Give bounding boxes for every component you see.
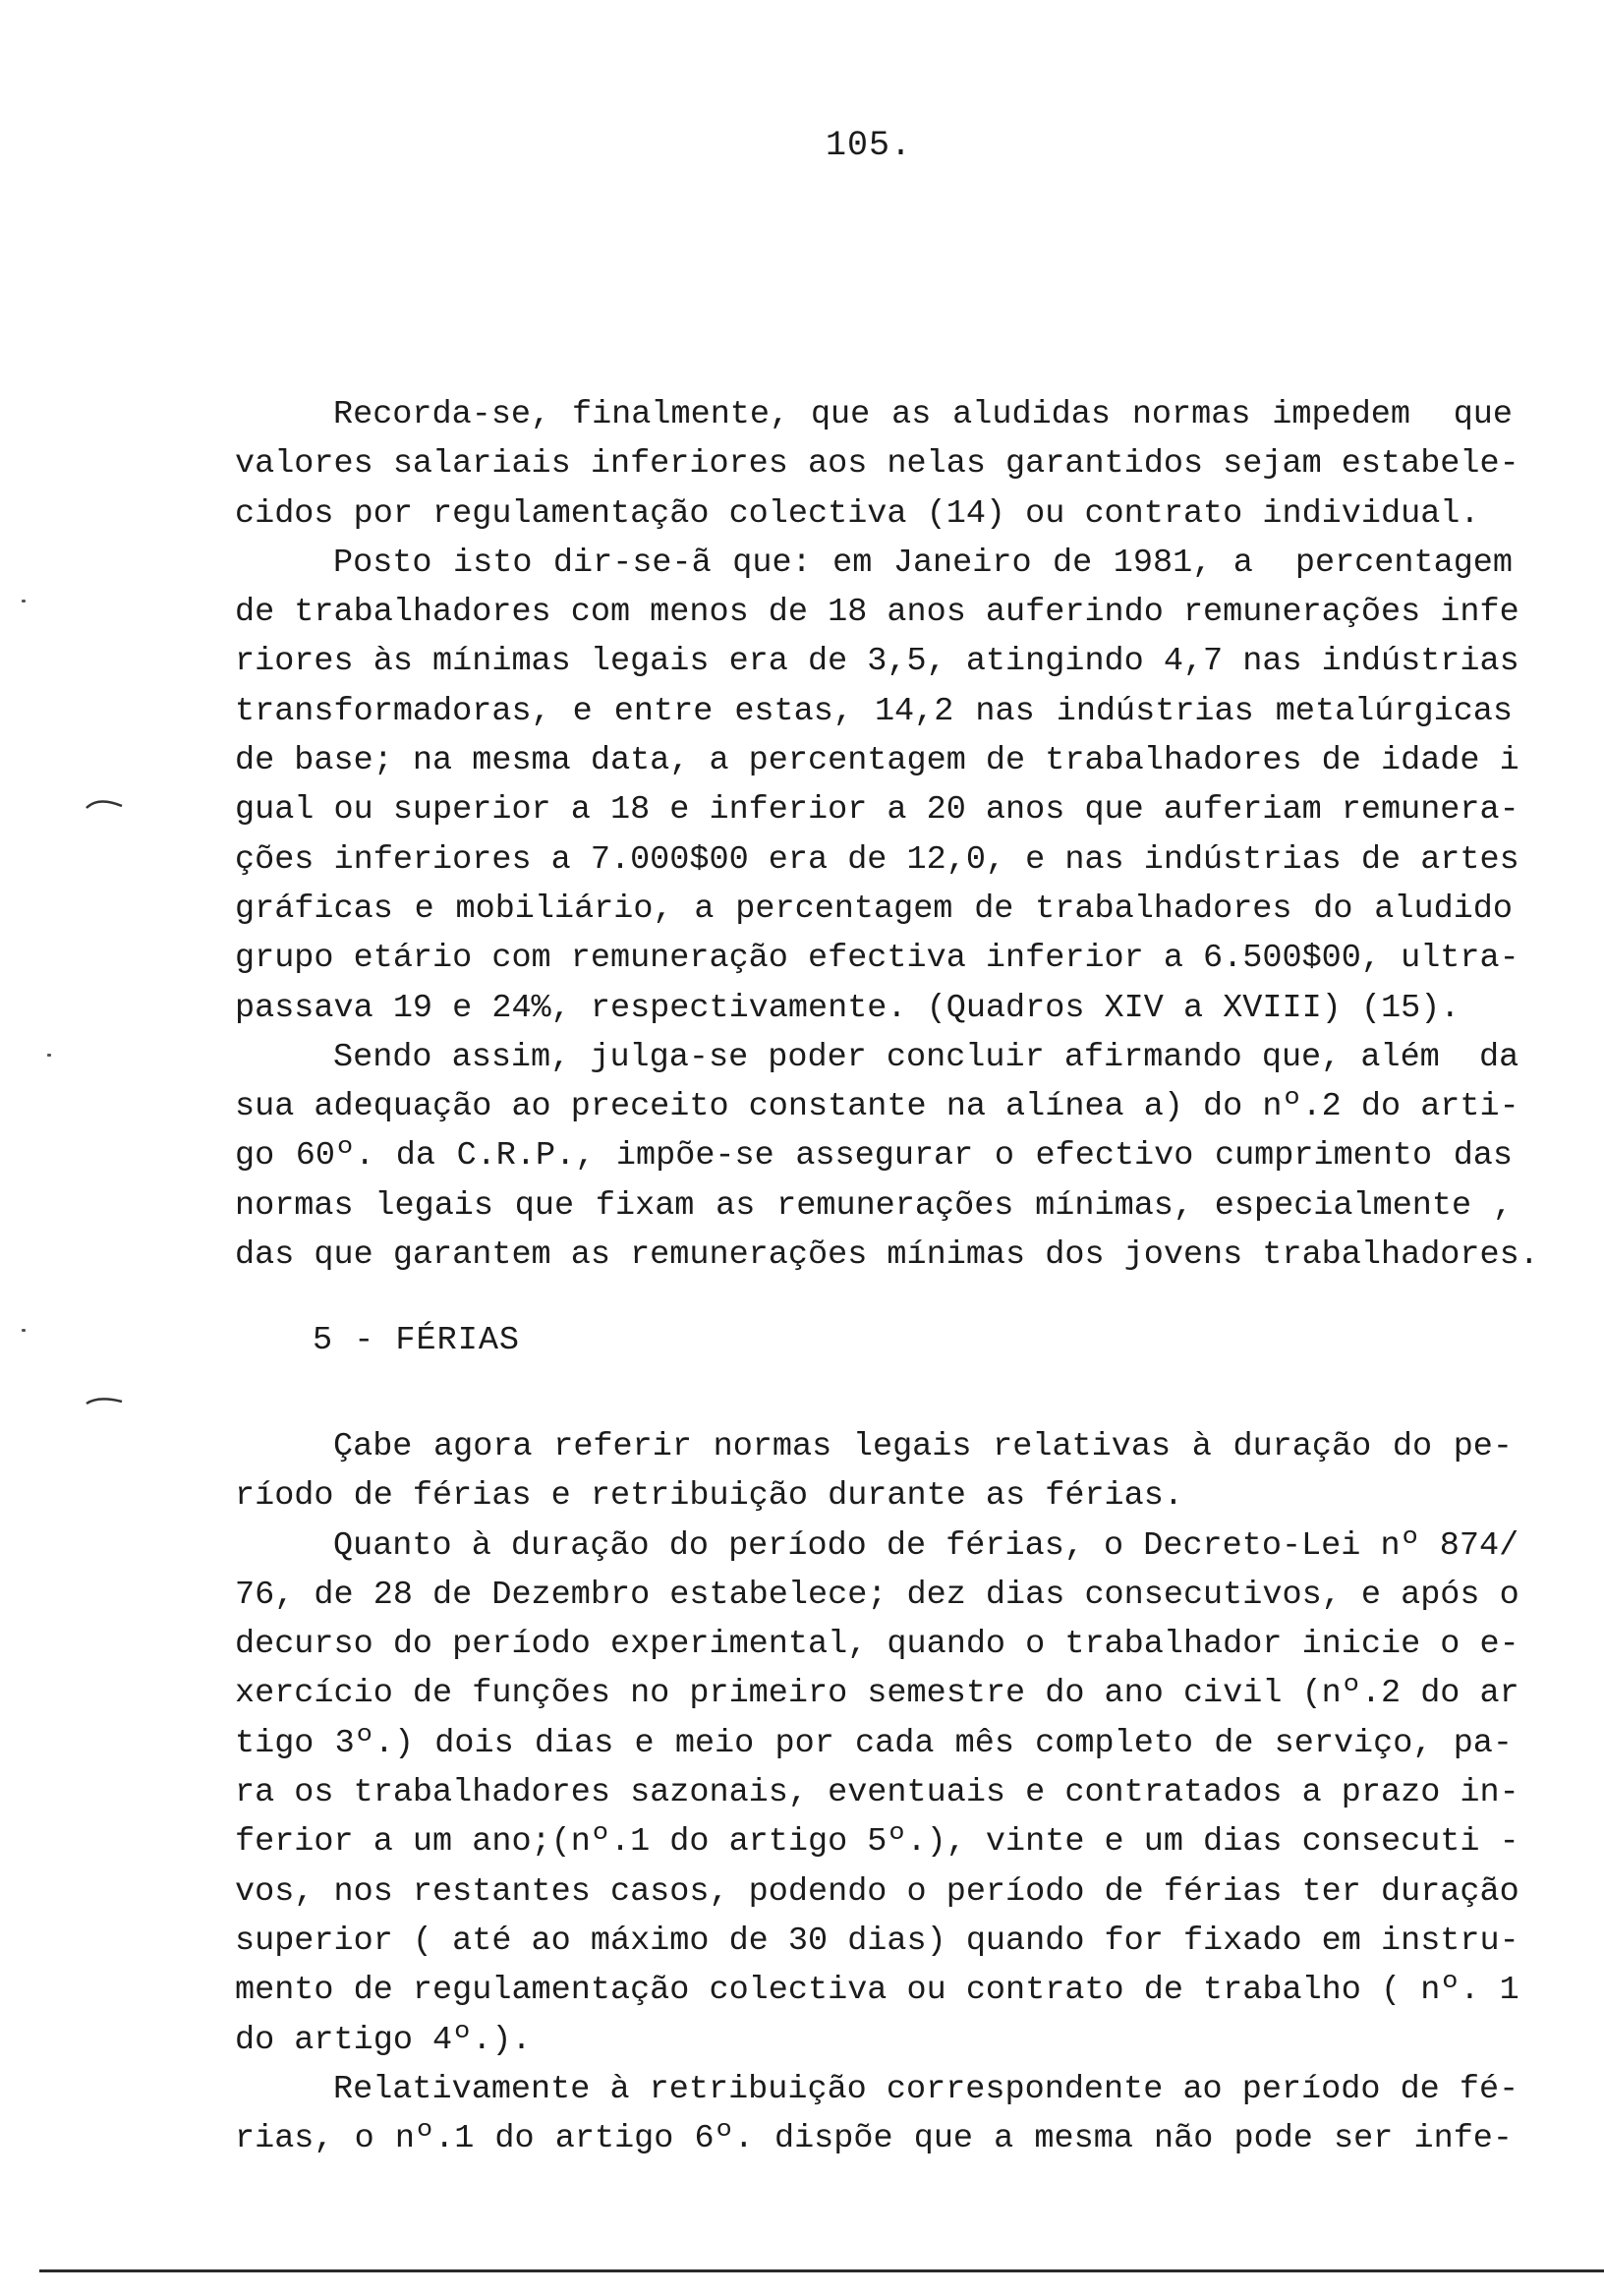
text-line: Recorda-se, finalmente, que as aludidas normas impedem que <box>333 396 1513 433</box>
text-line: Relativamente à retribuição correspondente ao período de fé- <box>333 2070 1519 2108</box>
text-line: ríodo de férias e retribuição durante as férias. <box>235 1477 1183 1516</box>
text-line: passava 19 e 24%, respectivamente. (Quadros XIV a XVIII) (15). <box>235 989 1461 1027</box>
text-line: decurso do período experimental, quando o trabalhador inicie o e- <box>235 1626 1519 1664</box>
text-line: gual ou superior a 18 e inferior a 20 anos que auferiam remunera- <box>235 791 1519 830</box>
text-line: ferior a um ano;(nº.1 do artigo 5º.), vinte e um dias consecuti - <box>235 1823 1519 1862</box>
text-line: normas legais que fixam as remunerações mínimas, especialmente , <box>235 1186 1513 1225</box>
text-line: de trabalhadores com menos de 18 anos auferindo remunerações infe <box>235 594 1519 632</box>
page-bottom-rule <box>39 2269 1604 2272</box>
margin-mark-icon <box>85 796 124 810</box>
text-line: do artigo 4º.). <box>235 2021 532 2059</box>
text-line: superior ( até ao máximo de 30 dias) quando for fixado em instru- <box>235 1922 1519 1960</box>
body-text-section-b <box>235 1422 1519 2163</box>
text-line: Quanto à duração do período de férias, o Decreto-Lei nº 874/ <box>333 1526 1519 1565</box>
text-line: Sendo assim, julga-se poder concluir afirmando que, além da <box>333 1038 1519 1076</box>
text-line: 76, de 28 de Dezembro estabelece; dez dias consecutivos, e após o <box>235 1576 1519 1614</box>
text-line: cidos por regulamentação colectiva (14) ou contrato individual. <box>235 494 1480 533</box>
text-line: ções inferiores a 7.000$00 era de 12,0, e nas indústrias de artes <box>235 840 1519 879</box>
text-line: vos, nos restantes casos, podendo o período de férias ter duração <box>235 1872 1519 1911</box>
text-line: xercício de funções no primeiro semestre do ano civil (nº.2 do ar <box>235 1675 1519 1713</box>
text-line: go 60º. da C.R.P., impõe-se assegurar o efectivo cumprimento das <box>235 1137 1513 1176</box>
scan-speck <box>47 1054 51 1057</box>
scan-speck <box>22 600 26 603</box>
text-line: gráficas e mobiliário, a percentagem de trabalhadores do aludido <box>235 890 1513 928</box>
section-heading: 5 - FÉRIAS <box>313 1322 521 1359</box>
margin-mark-icon <box>85 1394 124 1407</box>
text-line: ra os trabalhadores sazonais, eventuais e contratados a prazo in- <box>235 1774 1519 1812</box>
text-line: rias, o nº.1 do artigo 6º. dispõe que a mesma não pode ser infe- <box>235 2120 1513 2158</box>
text-line: riores às mínimas legais era de 3,5, atingindo 4,7 nas indústrias <box>235 643 1519 681</box>
text-line: sua adequação ao preceito constante na alínea a) do nº.2 do arti- <box>235 1088 1519 1126</box>
text-line: tigo 3º.) dois dias e meio por cada mês completo de serviço, pa- <box>235 1724 1513 1762</box>
text-line: Posto isto dir-se-ã que: em Janeiro de 1981, a percentagem <box>333 544 1513 582</box>
text-line: Çabe agora referir normas legais relativas à duração do pe- <box>333 1428 1513 1465</box>
page-number: 105. <box>826 126 913 165</box>
scan-speck <box>22 1329 26 1332</box>
text-line: grupo etário com remuneração efectiva inferior a 6.500$00, ultra- <box>235 940 1519 978</box>
text-line: das que garantem as remunerações mínimas dos jovens trabalhadores. <box>235 1236 1539 1275</box>
body-text-section-a <box>235 390 1539 1280</box>
text-line: valores salariais inferiores aos nelas garantidos sejam estabele- <box>235 445 1519 484</box>
text-line: de base; na mesma data, a percentagem de trabalhadores de idade i <box>235 742 1519 780</box>
text-line: mento de regulamentação colectiva ou contrato de trabalho ( nº. 1 <box>235 1972 1519 2010</box>
text-line: transformadoras, e entre estas, 14,2 nas indústrias metalúrgicas <box>235 692 1513 730</box>
